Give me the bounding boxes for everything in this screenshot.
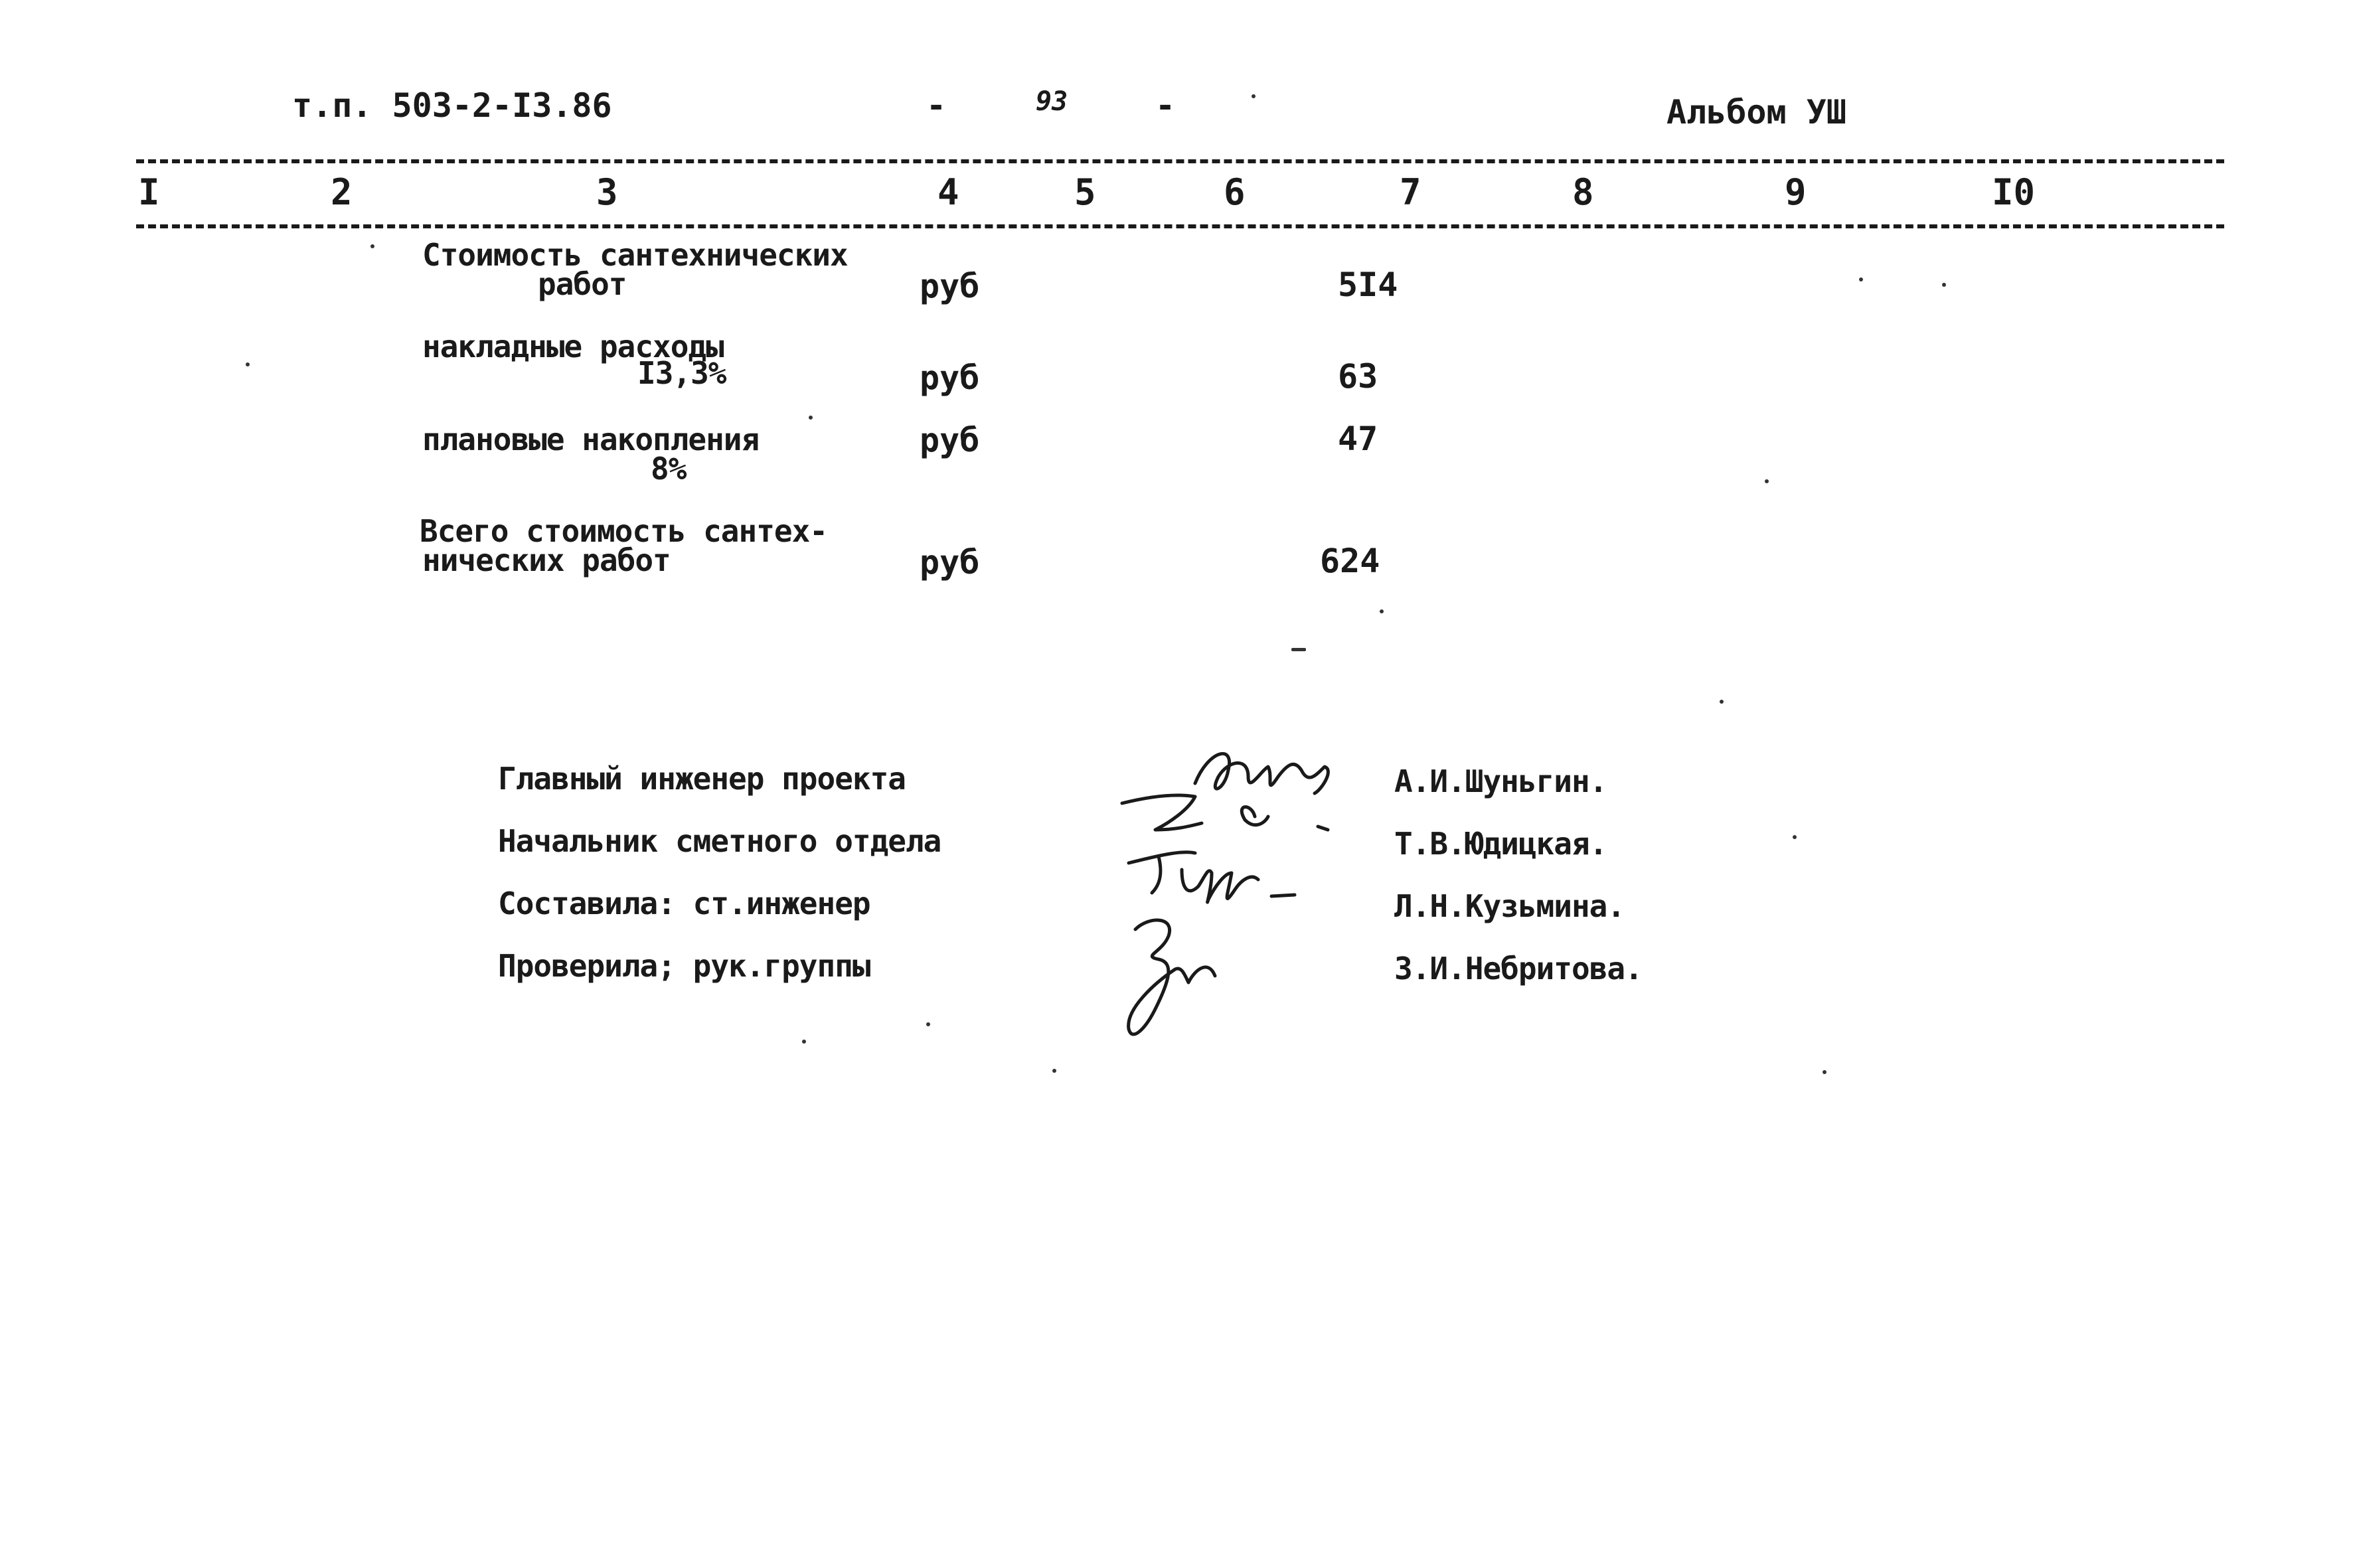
header-dash-right: - xyxy=(1155,86,1176,125)
table-top-rule xyxy=(136,159,2224,163)
scan-speck xyxy=(1859,277,1863,281)
row-item-name: Всего стоимость сантех- xyxy=(420,513,827,549)
scan-speck xyxy=(1793,835,1797,839)
scan-speck xyxy=(1823,1070,1826,1074)
column-number: 9 xyxy=(1785,171,1807,213)
column-number: I xyxy=(138,171,160,213)
scan-speck xyxy=(1720,700,1724,704)
row-item-name: плановые накопления xyxy=(422,422,760,457)
signatory-role: Начальник сметного отдела xyxy=(498,823,941,859)
signatory-name: З.И.Небритова. xyxy=(1394,951,1643,986)
scan-speck xyxy=(246,362,250,366)
signatory-name: Л.Н.Кузьмина. xyxy=(1394,888,1625,924)
column-number: 4 xyxy=(937,171,959,213)
scan-speck xyxy=(1291,648,1306,651)
column-number: 8 xyxy=(1572,171,1594,213)
document-code: т.п. 503-2-I3.86 xyxy=(292,86,612,125)
row-value: 624 xyxy=(1320,542,1380,580)
row-item-name-continued: работ xyxy=(538,266,627,302)
column-number: 3 xyxy=(596,171,618,213)
column-number: 2 xyxy=(331,171,353,213)
signatory-name: Т.В.Юдицкая. xyxy=(1394,826,1607,862)
row-unit: руб xyxy=(920,543,980,582)
scan-speck xyxy=(1765,479,1769,483)
scan-speck xyxy=(1380,609,1384,613)
row-item-name-continued: 8% xyxy=(651,451,687,487)
table-header-bottom-rule xyxy=(136,224,2224,228)
row-unit: руб xyxy=(920,358,980,397)
handwritten-signature xyxy=(1095,730,1401,1049)
row-unit: руб xyxy=(920,421,980,459)
scan-speck xyxy=(1052,1069,1056,1073)
page-number: 93 xyxy=(1036,86,1068,117)
signatory-role: Проверила; рук.группы xyxy=(498,948,870,984)
row-item-name: накладные расходы xyxy=(422,329,724,364)
header-dash-left: - xyxy=(926,86,947,125)
row-item-name-continued: нических работ xyxy=(422,542,671,578)
column-number: I0 xyxy=(1992,171,2036,213)
scan-speck xyxy=(1942,283,1946,287)
scan-speck xyxy=(370,244,374,248)
column-number: 5 xyxy=(1074,171,1096,213)
scan-speck xyxy=(926,1022,930,1026)
signatory-role: Составила: ст.инженер xyxy=(498,886,870,921)
scan-speck xyxy=(1252,94,1256,98)
album-label: Альбом УШ xyxy=(1666,93,1846,131)
signatory-name: А.И.Шуньгин. xyxy=(1394,763,1607,799)
row-unit: руб xyxy=(920,267,980,305)
scan-speck xyxy=(809,416,813,420)
column-number: 6 xyxy=(1224,171,1246,213)
signatory-role: Главный инженер проекта xyxy=(498,761,906,797)
row-value: 63 xyxy=(1338,357,1378,396)
row-item-name: Стоимость сантехнических xyxy=(422,237,848,273)
row-item-name-continued: I3,3% xyxy=(637,355,726,391)
column-number: 7 xyxy=(1400,171,1421,213)
row-value: 5I4 xyxy=(1338,266,1398,304)
row-value: 47 xyxy=(1338,420,1378,458)
scan-speck xyxy=(802,1040,806,1044)
